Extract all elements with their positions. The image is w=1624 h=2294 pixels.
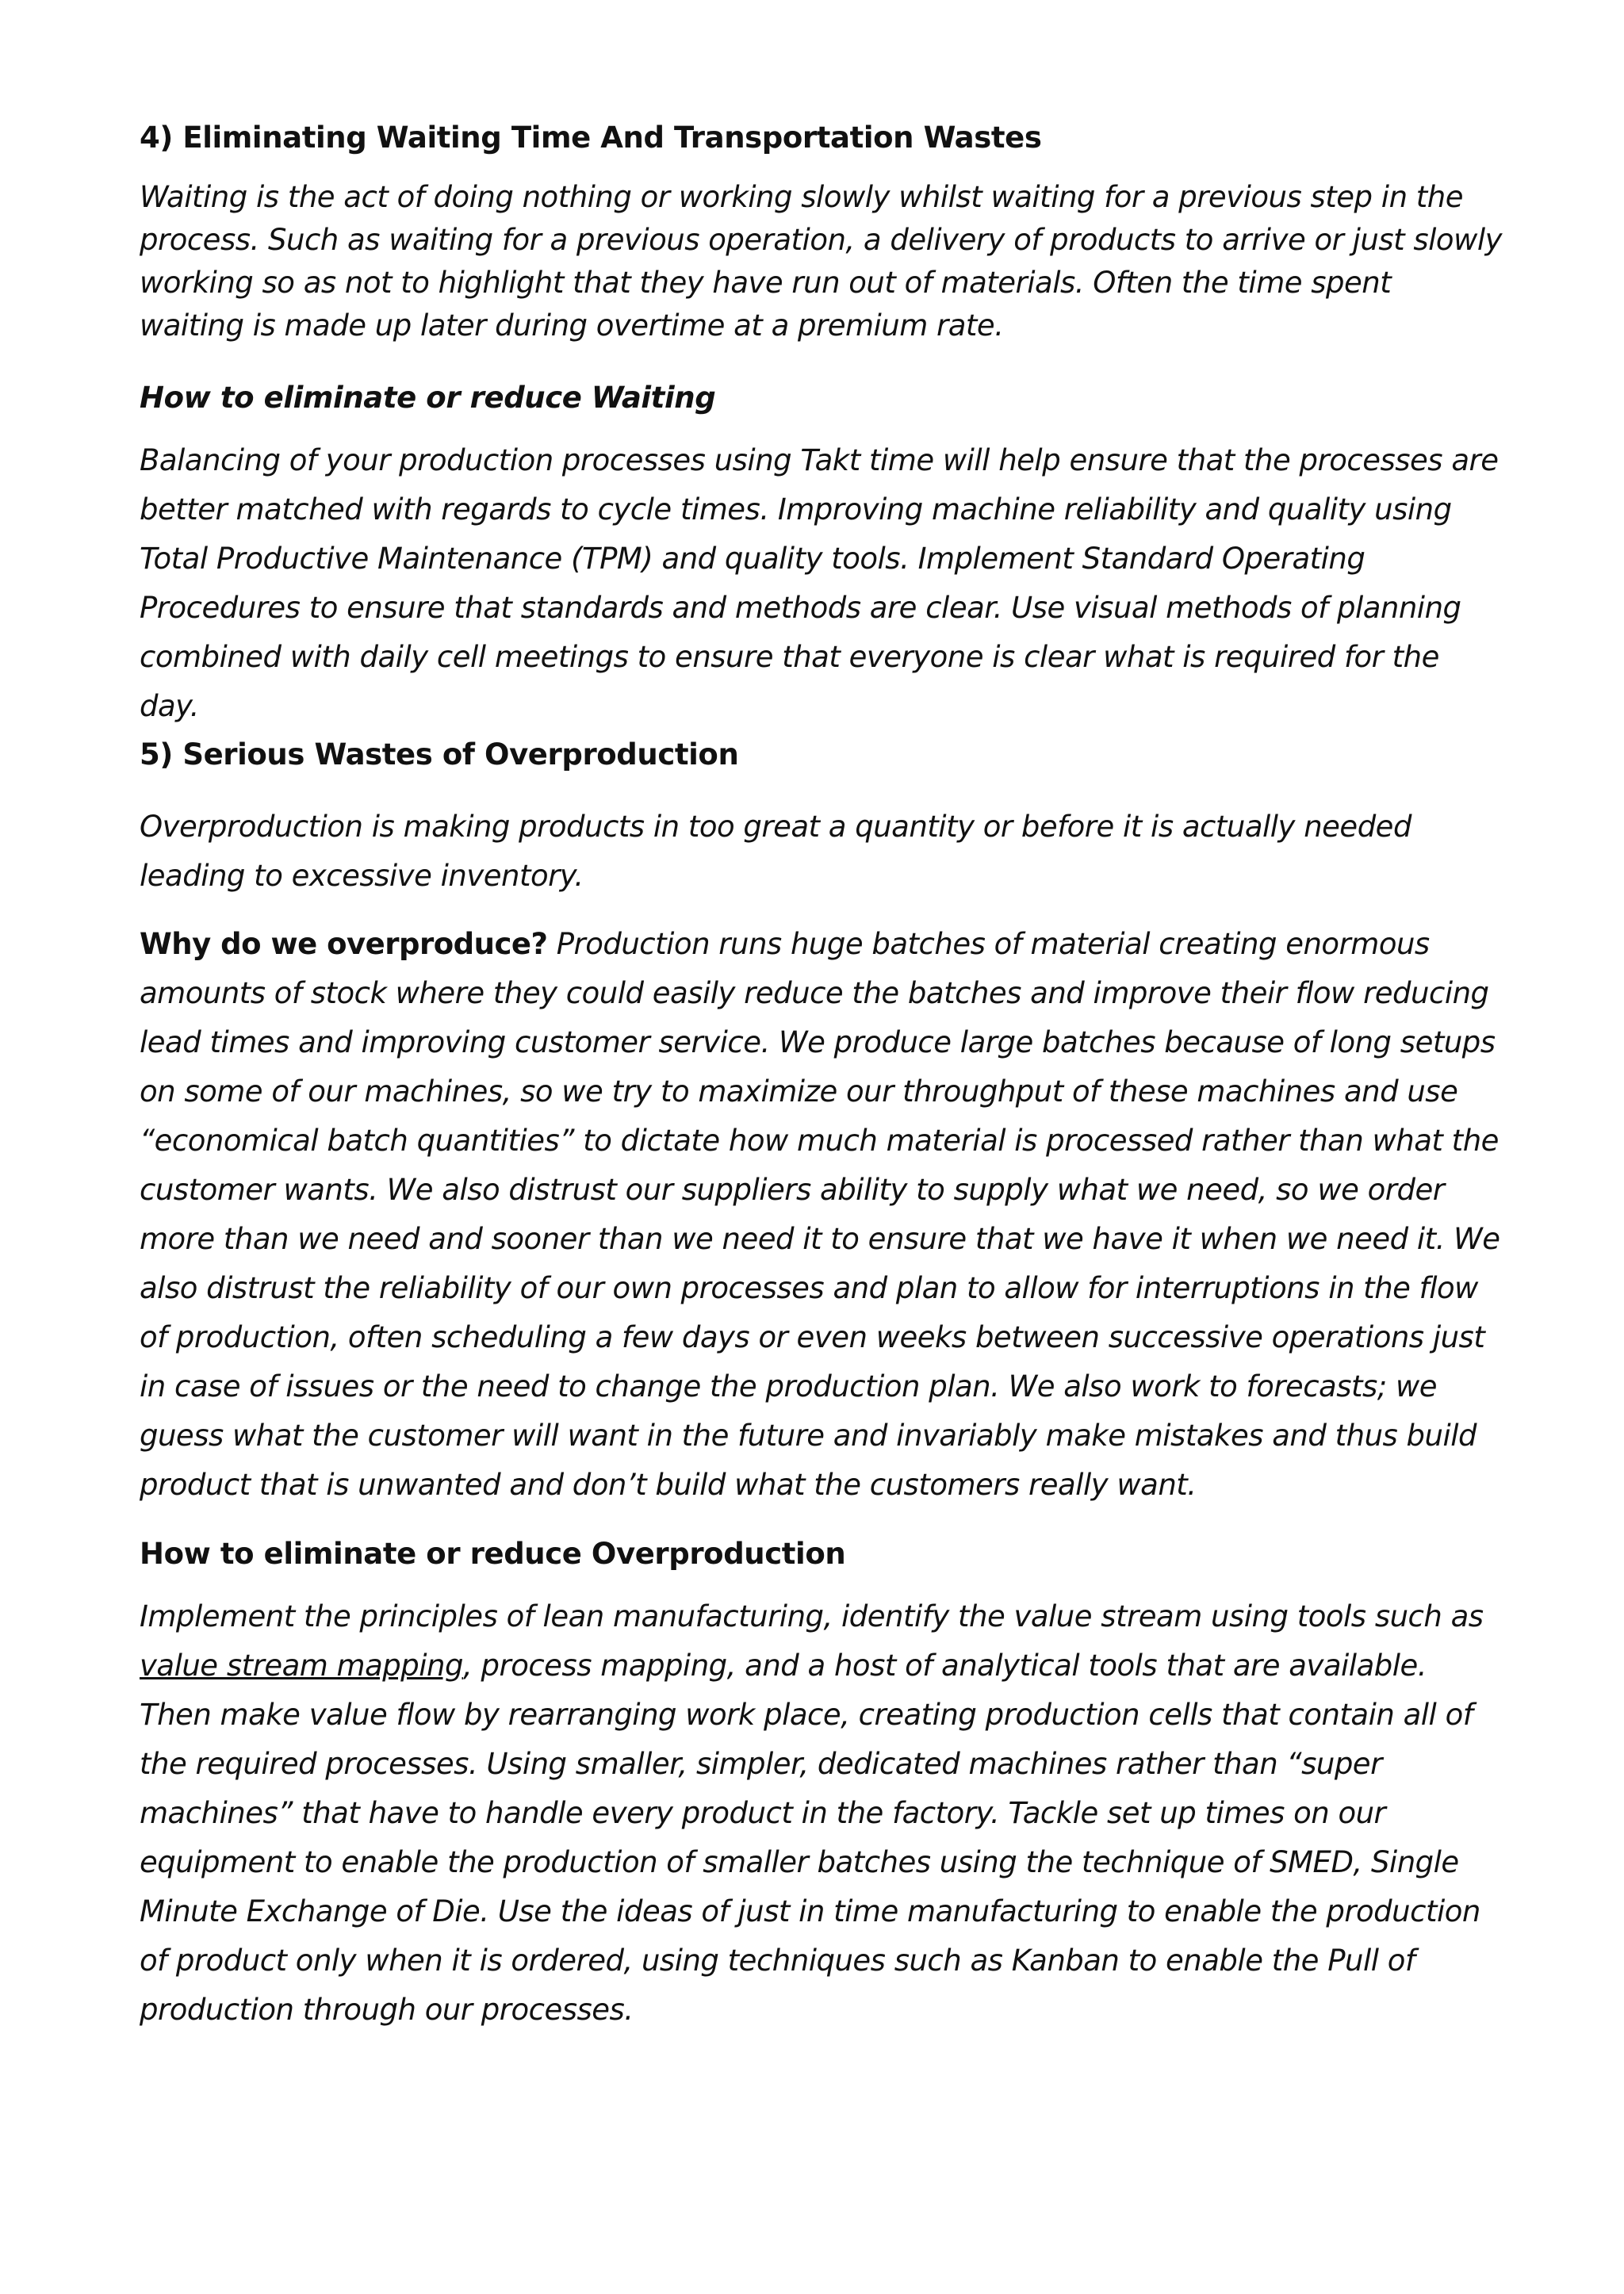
reduce-overproduction-text-end: , process mapping, and a host of analytical tools that are available. Then make value flow by rearranging work place, creating production cells that contain all of the required processes. Using smaller, simpler, dedicated machines rather than “super machines” that have to handle every product in the factory. Tackle set up times on our equipment to enable the production of smaller batches using the technique of SMED, Single Minute Exchange of Die. Use the ideas of just in time manufacturing to enable the production of product only when it is ordered, using techniques such as Kanban to enable the Pull of production through our processes.	[140, 1649, 1480, 2027]
reduce-overproduction-text-start: Implement the principles of lean manufacturing, identify the value stream using tools such as	[140, 1599, 1484, 1633]
why-overproduce-label: Why do we overproduce?	[140, 927, 548, 961]
reduce-overproduction-subheading: How to eliminate or reduce Overproduction	[140, 1537, 846, 1571]
why-overproduce-text: Production runs huge batches of material creating enormous amounts of stock where they could easily reduce the batches and improve their flow reducing lead times and improving customer service. We produce large batches because of long setups on some of our machines, so we try to maximize our throughput of these machines and use “economical batch quantities” to dictate how much material is processed rather than what the customer wants. We also distrust our suppliers ability to supply what we need, so we order more than we need and sooner than we need it to ensure that we have it when we need it. We also distrust the reliability of our own processes and plan to allow for interruptions in the flow of production, often scheduling a few days or even weeks between successive operations just in case of issues or the need to change the production plan. We also work to forecasts; we guess what the customer will want in the future and invariably make mistakes and thus build product that is unwanted and don’t build what the customers really want.	[140, 927, 1500, 1502]
reduce-overproduction-paragraph	[140, 1592, 1503, 2035]
reduce-waiting-paragraph: Balancing of your production processes using Takt time will help ensure that the processes are better matched with regards to cycle times. Improving machine reliability and quality using Total Productive Maintenance (TPM) and quality tools. Implement Standard Operating Procedures to ensure that standards and methods are clear. Use visual methods of planning combined with daily cell meetings to ensure that everyone is clear what is required for the day.	[140, 443, 1499, 723]
section-5-heading: 5) Serious Wastes of Overproduction	[140, 737, 739, 772]
document-page	[140, 119, 1503, 2035]
section-4-heading: 4) Eliminating Waiting Time And Transportation Wastes	[140, 121, 1042, 155]
value-stream-mapping-link[interactable]: value stream mapping	[140, 1649, 463, 1683]
waiting-definition-paragraph: Waiting is the act of doing nothing or working slowly whilst waiting for a previous step in the process. Such as waiting for a previous operation, a delivery of products to arrive or just slowly working so as not to highlight that they have run out of materials. Often the time spent waiting is made up later during overtime at a premium rate.	[140, 180, 1503, 343]
why-overproduce-paragraph	[140, 920, 1503, 1510]
reduce-waiting-subheading: How to eliminate or reduce Waiting	[140, 381, 716, 415]
overproduction-definition-paragraph: Overproduction is making products in too great a quantity or before it is actually needed leading to excessive inventory.	[140, 810, 1411, 893]
